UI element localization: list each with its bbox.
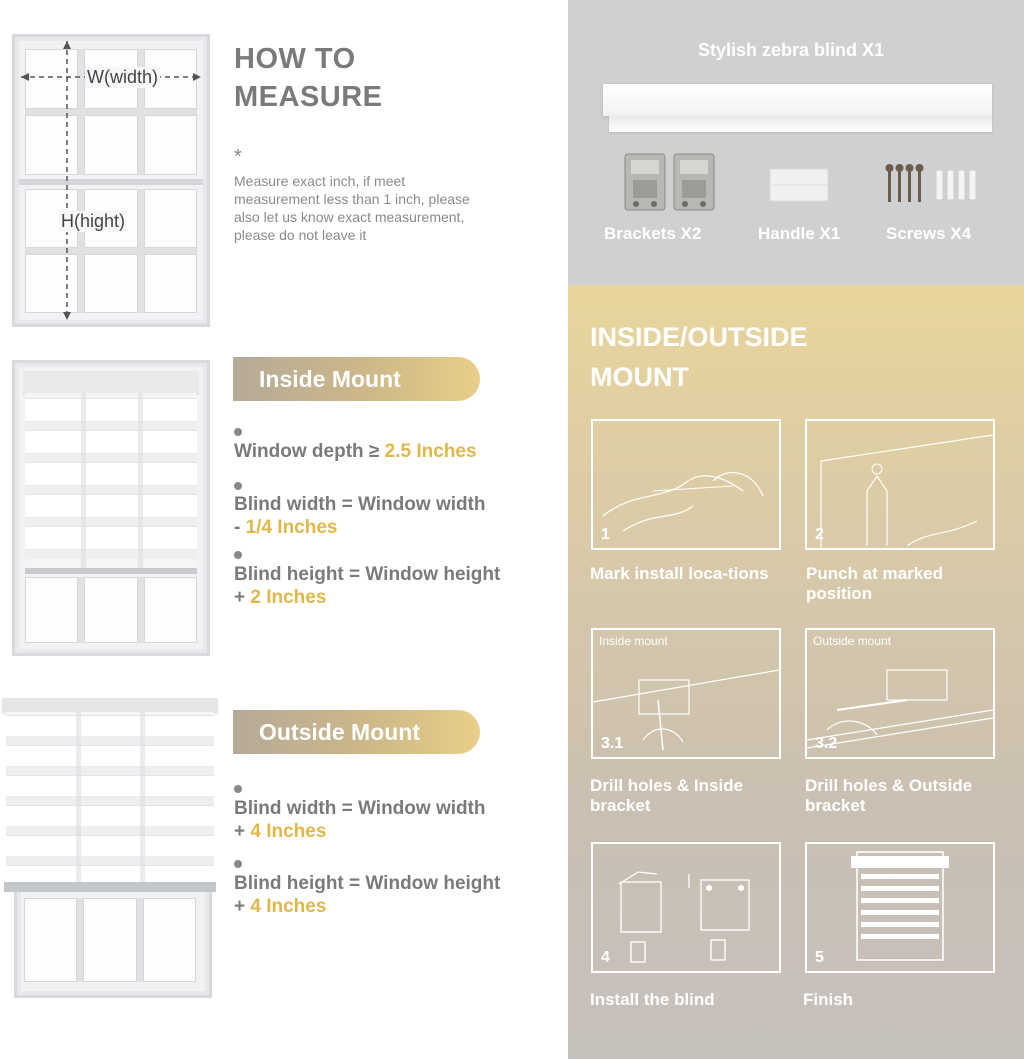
outside-mount-pill: Outside Mount [233, 710, 480, 754]
inside-spec-bullet [234, 428, 242, 436]
step-3-1-caption: Drill holes & Inside bracket [590, 776, 744, 815]
handle-label: Handle X1 [758, 224, 841, 243]
outside-spec-bullet [234, 860, 242, 868]
headrail-image [603, 84, 992, 137]
step-4-image [591, 842, 781, 973]
measure-window-illustration [12, 34, 210, 327]
step-number: 4 [601, 949, 610, 966]
package-title: Stylish zebra blind X1 [697, 40, 885, 60]
inside-spec-bullet [234, 482, 242, 490]
step-3-2-caption: Drill holes & Outside bracket [805, 776, 973, 815]
bracket-icon [623, 152, 667, 212]
install-title-line2: MOUNT [590, 362, 689, 392]
step-2-caption: Punch at marked position [806, 564, 943, 603]
outside-spec-height: Blind height = Window height + 4 Inches [234, 873, 501, 917]
inside-mount-illustration [12, 360, 210, 656]
screws-label: Screws X4 [886, 224, 972, 243]
package-panel [568, 0, 1024, 285]
inside-spec-depth: Window depth ≥ 2.5 Inches [234, 441, 477, 462]
step-tag: Outside mount [813, 634, 892, 648]
screws-icon [884, 160, 984, 210]
step-number: 3.1 [601, 735, 624, 752]
outside-spec-bullet [234, 785, 242, 793]
step-2-image [805, 419, 995, 550]
bracket-icon [672, 152, 716, 212]
measure-asterisk: * [234, 146, 242, 168]
measure-title-line1: HOW TO [234, 43, 356, 75]
inside-mount-pill: Inside Mount [233, 357, 480, 401]
step-1-caption: Mark install loca-tions [590, 564, 769, 583]
step-3-2-image [805, 628, 995, 759]
step-5-caption: Finish [803, 990, 854, 1009]
step-number: 3.2 [815, 735, 838, 752]
outside-spec-width: Blind width = Window width + 4 Inches [234, 798, 486, 842]
step-number: 1 [601, 526, 610, 543]
measure-title-line2: MEASURE [234, 81, 383, 113]
step-3-1-image [591, 628, 781, 759]
width-label: W(width) [87, 67, 158, 87]
step-1-image [591, 419, 781, 550]
inside-spec-width: Blind width = Window width - 1/4 Inches [234, 494, 486, 538]
install-panel [568, 285, 1024, 1059]
step-number: 2 [815, 526, 824, 543]
step-5-image [805, 842, 995, 973]
height-label: H(hight) [61, 211, 126, 231]
step-tag: Inside mount [599, 634, 668, 648]
step-number: 5 [815, 949, 824, 966]
brackets-label: Brackets X2 [604, 224, 702, 243]
inside-spec-height: Blind height = Window height + 2 Inches [234, 564, 501, 608]
inside-spec-bullet [234, 551, 242, 559]
install-title-line1: INSIDE/OUTSIDE [590, 322, 808, 352]
outside-mount-illustration [2, 698, 218, 998]
step-4-caption: Install the blind [590, 990, 715, 1009]
measure-note: Measure exact inch, if meet measurement less than 1 inch, please also let us know exact measurement, please do not leave it [234, 173, 470, 243]
handle-icon [768, 165, 830, 205]
